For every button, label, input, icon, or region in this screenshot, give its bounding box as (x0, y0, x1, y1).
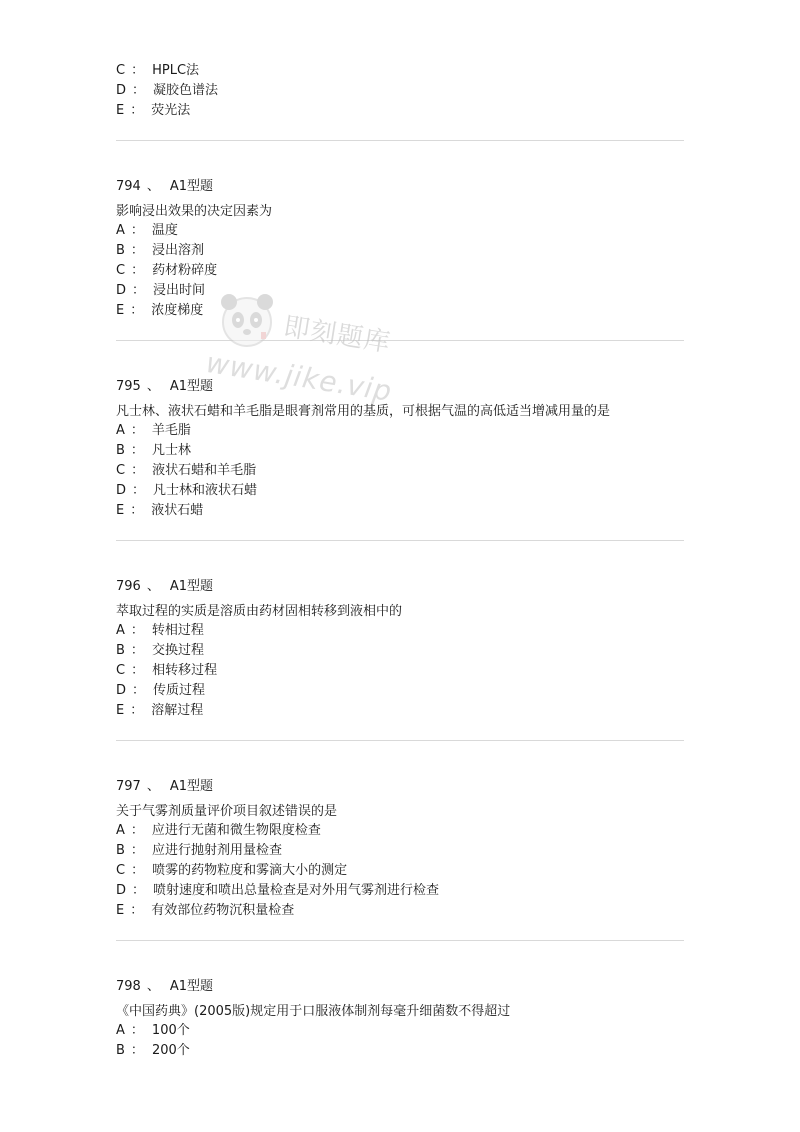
option-separator: ： (130, 843, 144, 858)
section-divider (116, 340, 684, 341)
option-letter: E (116, 103, 125, 118)
option-separator: ： (130, 1023, 144, 1038)
option-line (116, 242, 204, 260)
option-text: 喷射速度和喷出总量检查是对外用气雾剂进行检查 (153, 883, 440, 898)
option-letter: A (116, 623, 125, 638)
option-line (116, 662, 217, 680)
option-text: 100个 (151, 1023, 190, 1038)
option-separator: ： (131, 263, 145, 278)
question-stem: 《中国药典》(2005版)规定用于口服液体制剂每毫升细菌数不得超过 (116, 1004, 511, 1019)
option-letter: E (116, 503, 125, 518)
question-number: 797 (116, 779, 141, 794)
question-stem: 萃取过程的实质是溶质由药材固相转移到液相中的 (116, 604, 403, 619)
question-separator: 、 (146, 579, 160, 594)
question-header (116, 778, 213, 796)
watermark-url: www.jike.vip (203, 346, 395, 408)
option-text: 液状石蜡 (151, 503, 204, 518)
question-type: A1型题 (169, 379, 214, 394)
option-text: 荧光法 (151, 103, 191, 118)
option-letter: B (116, 643, 125, 658)
question-number: 798 (116, 979, 141, 994)
option-letter: B (116, 1043, 125, 1058)
option-separator: ： (130, 303, 144, 318)
option-text: 200个 (151, 1043, 190, 1058)
option-line (116, 422, 191, 440)
option-letter: C (116, 63, 126, 78)
option-text: 凡士林 (151, 443, 191, 458)
option-separator: ： (132, 683, 146, 698)
question-type: A1型题 (169, 779, 214, 794)
option-separator: ： (130, 623, 144, 638)
option-letter: D (116, 283, 127, 298)
option-text: 喷雾的药物粒度和雾滴大小的测定 (152, 863, 348, 878)
option-letter: B (116, 243, 125, 258)
question-number: 795 (116, 379, 141, 394)
option-text: 应进行抛射剂用量检查 (151, 843, 282, 858)
option-separator: ： (132, 483, 146, 498)
option-line (116, 482, 257, 500)
option-separator: ： (132, 883, 146, 898)
question-type: A1型题 (169, 579, 214, 594)
option-text: 凝胶色谱法 (153, 83, 219, 98)
option-line (116, 842, 282, 860)
option-letter: D (116, 883, 127, 898)
question-type: A1型题 (169, 179, 214, 194)
option-separator: ： (132, 83, 146, 98)
option-separator: ： (130, 503, 144, 518)
option-text: 羊毛脂 (151, 423, 191, 438)
option-text: 溶解过程 (151, 703, 204, 718)
option-line (116, 302, 203, 320)
option-separator: ： (130, 223, 144, 238)
option-text: 有效部位药物沉积量检查 (151, 903, 295, 918)
section-divider (116, 740, 684, 741)
question-number: 794 (116, 179, 141, 194)
option-text: 液状石蜡和羊毛脂 (152, 463, 257, 478)
option-line (116, 62, 199, 80)
option-letter: B (116, 443, 125, 458)
section-divider (116, 540, 684, 541)
option-text: 凡士林和液状石蜡 (153, 483, 258, 498)
option-text: 药材粉碎度 (152, 263, 218, 278)
option-letter: D (116, 83, 127, 98)
option-text: 浓度梯度 (151, 303, 204, 318)
option-line (116, 502, 203, 520)
option-separator: ： (130, 243, 144, 258)
option-separator: ： (130, 703, 144, 718)
section-divider (116, 140, 684, 141)
option-letter: C (116, 663, 126, 678)
option-line (116, 682, 205, 700)
option-letter: A (116, 423, 125, 438)
option-separator: ： (131, 863, 145, 878)
option-line (116, 622, 204, 640)
option-line (116, 822, 321, 840)
option-letter: C (116, 863, 126, 878)
option-line (116, 442, 191, 460)
option-text: 转相过程 (151, 623, 204, 638)
question-separator: 、 (146, 179, 160, 194)
option-letter: A (116, 223, 125, 238)
watermark-brand: 即刻题库 (281, 311, 393, 359)
question-header (116, 978, 213, 996)
option-letter: A (116, 1023, 125, 1038)
question-separator: 、 (146, 379, 160, 394)
option-letter: D (116, 683, 127, 698)
question-header (116, 578, 213, 596)
option-line (116, 702, 203, 720)
option-text: 浸出溶剂 (151, 243, 204, 258)
question-stem: 关于气雾剂质量评价项目叙述错误的是 (116, 804, 338, 819)
option-line (116, 1042, 190, 1060)
question-separator: 、 (146, 779, 160, 794)
option-line (116, 642, 204, 660)
option-letter: D (116, 483, 127, 498)
question-type: A1型题 (169, 979, 214, 994)
option-text: 交换过程 (151, 643, 204, 658)
option-line (116, 882, 439, 900)
option-text: 浸出时间 (153, 283, 206, 298)
option-letter: C (116, 263, 126, 278)
question-separator: 、 (146, 979, 160, 994)
option-line (116, 82, 218, 100)
option-separator: ： (130, 643, 144, 658)
option-text: 应进行无菌和微生物限度检查 (151, 823, 321, 838)
option-separator: ： (131, 463, 145, 478)
option-separator: ： (132, 283, 146, 298)
option-separator: ： (130, 103, 144, 118)
option-text: 温度 (151, 223, 178, 238)
question-number: 796 (116, 579, 141, 594)
option-letter: E (116, 703, 125, 718)
option-letter: E (116, 903, 125, 918)
option-line (116, 902, 294, 920)
option-line (116, 102, 190, 120)
option-text: HPLC法 (152, 63, 200, 78)
option-line (116, 1022, 190, 1040)
panda-icon (215, 288, 279, 352)
option-line (116, 282, 205, 300)
option-line (116, 222, 178, 240)
option-line (116, 862, 347, 880)
question-stem: 凡士林、液状石蜡和羊毛脂是眼膏剂常用的基质，可根据气温的高低适当增减用量的是 (116, 404, 611, 419)
option-letter: B (116, 843, 125, 858)
question-header (116, 378, 213, 396)
option-separator: ： (130, 1043, 144, 1058)
option-letter: C (116, 463, 126, 478)
option-letter: E (116, 303, 125, 318)
option-separator: ： (130, 423, 144, 438)
option-letter: A (116, 823, 125, 838)
question-header (116, 178, 213, 196)
option-text: 传质过程 (153, 683, 206, 698)
option-separator: ： (130, 443, 144, 458)
option-line (116, 462, 256, 480)
option-text: 相转移过程 (152, 663, 218, 678)
option-separator: ： (130, 903, 144, 918)
option-line (116, 262, 217, 280)
option-separator: ： (130, 823, 144, 838)
question-stem: 影响浸出效果的决定因素为 (116, 204, 273, 219)
option-separator: ： (131, 663, 145, 678)
section-divider (116, 940, 684, 941)
option-separator: ： (131, 63, 145, 78)
